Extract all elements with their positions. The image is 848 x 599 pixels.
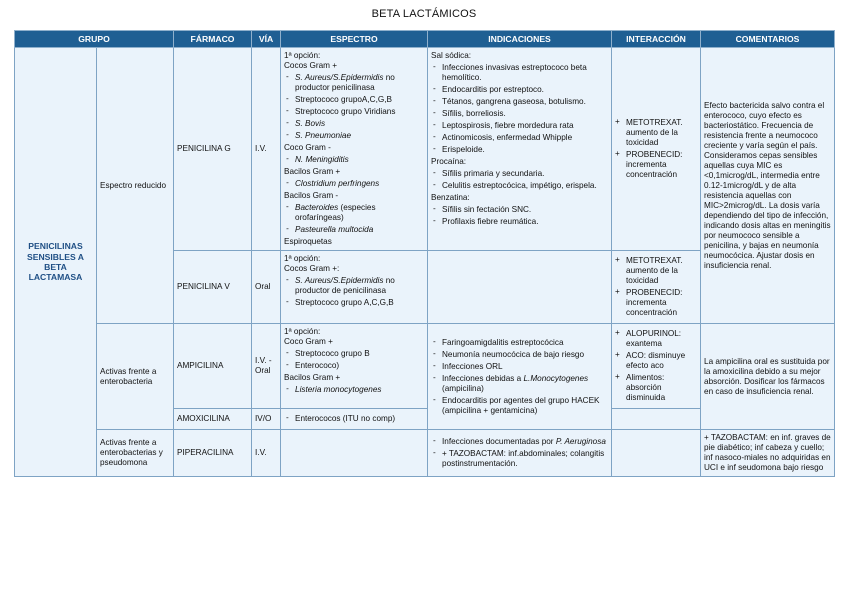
spectrum-line: Cocos Gram +:: [284, 264, 340, 273]
interaction-item: + METOTREXAT. aumento de la toxicidad: [615, 256, 697, 286]
interaction-item: + ACO: disminuye efecto aco: [615, 351, 697, 371]
header-farmaco: FÁRMACO: [174, 31, 252, 48]
interaction-item: + ALOPURINOL: exantema: [615, 329, 697, 349]
interaction-item: + Alimentos: absorción disminuida: [615, 373, 697, 403]
spectrum-line: 1ª opción:: [284, 327, 321, 336]
spectrum-line: 1ª opción:: [284, 51, 321, 60]
drug-piperacilina: PIPERACILINA: [174, 430, 252, 477]
via-piperacilina: I.V.: [252, 430, 281, 477]
comment-penicilinas: Efecto bactericida salvo contra el enterococo, cuyo efecto es bacteriostático. Frecuencia de resistencia frente a neumococo creciente y varía según el país. Consideramos cepas sensibles aquellas cuya MIC es <0,1microg/dL, intermedia entre 0.12-1microg/dL y de alta resistencia aquellas con MIC>2microg/dL. La dosis varía dependiendo del tipo de infección, indicando dosis altas en meningitis por neumococo sensible a penicilina, y bajas en neumonía neumocócica. Ajustar dosis en insuficiencia renal.: [701, 48, 835, 324]
interaction-amoxicilina: [612, 409, 701, 430]
spectrum-line: Cocos Gram +: [284, 61, 338, 70]
indication-item: - Celulitis estreptocócica, impétigo, erispela.: [431, 181, 608, 191]
indications-penicilina-g: [428, 48, 612, 251]
drug-penicilina-v: PENICILINA V: [174, 251, 252, 324]
spectrum-penicilina-v: [281, 251, 428, 324]
indication-item: - Actinomicosis, enfermedad Whipple: [431, 133, 608, 143]
row-penicilina-g: [15, 48, 835, 251]
indication-item: - Neumonía neumocócica de bajo riesgo: [431, 350, 608, 360]
indication-item: - Sífilis, borreliosis.: [431, 109, 608, 119]
indications-ampicilina: [428, 324, 612, 430]
spectrum-item: - S. Aureus/S.Epidermidis no productor de penicilinasa: [284, 276, 424, 296]
header-grupo: GRUPO: [15, 31, 174, 48]
indication-item: - Erispeloide.: [431, 145, 608, 155]
group-penicilinas: PENICILINAS SENSIBLES A BETA LACTAMASA: [15, 48, 97, 477]
spectrum-item: - Enterococo): [284, 361, 424, 371]
spectrum-item: - Streptococo grupoA,C,G,B: [284, 95, 424, 105]
spectrum-item: - Streptococo grupo Viridians: [284, 107, 424, 117]
indications-penicilina-v: [428, 251, 612, 324]
via-penicilina-g: I.V.: [252, 48, 281, 251]
indication-item: - Endocarditis por agentes del grupo HACEK (ampicilina + gentamicina): [431, 396, 608, 416]
comment-piperacilina: + TAZOBACTAM: en inf. graves de pie diabético; inf cabeza y cuello; inf nasoco-miales no adquiridas en UCI e inf seudomona bajo riesgo: [701, 430, 835, 477]
beta-lactam-table: [14, 30, 835, 477]
spectrum-amoxicilina: [281, 409, 428, 430]
spectrum-item: - Listeria monocytogenes: [284, 385, 424, 395]
spectrum-piperacilina: [281, 430, 428, 477]
indication-item: - + TAZOBACTAM: inf.abdominales; colangitis postinstrumentación.: [431, 449, 608, 469]
indication-heading: Sal sódica:: [431, 51, 472, 60]
indication-heading: Procaína:: [431, 157, 467, 166]
spectrum-line: Espiroquetas: [284, 237, 332, 246]
row-ampicilina: [15, 324, 835, 409]
spectrum-item: - Enterococos (ITU no comp): [284, 414, 424, 424]
indication-item: - Infecciones documentadas por P. Aeruginosa: [431, 437, 608, 447]
indication-item: - Infecciones debidas a L.Monocytogenes (ampicilina): [431, 374, 608, 394]
spectrum-penicilina-g: [281, 48, 428, 251]
interaction-item: + PROBENECID: incrementa concentración: [615, 288, 697, 318]
indication-item: - Leptospirosis, fiebre mordedura rata: [431, 121, 608, 131]
spectrum-item: - N. Meningiditis: [284, 155, 424, 165]
drug-amoxicilina: AMOXICILINA: [174, 409, 252, 430]
via-amoxicilina: IV/O: [252, 409, 281, 430]
header-indicaciones: INDICACIONES: [428, 31, 612, 48]
page-title: BETA LACTÁMICOS: [371, 8, 477, 20]
spectrum-item: - S. Bovis: [284, 119, 424, 129]
spectrum-item: - S. Pneumoniae: [284, 131, 424, 141]
spectrum-line: Coco Gram -: [284, 143, 331, 152]
spectrum-line: 1ª opción:: [284, 254, 321, 263]
header-via: VÍA: [252, 31, 281, 48]
spectrum-line: Bacilos Gram +: [284, 373, 341, 382]
spectrum-line: Coco Gram +: [284, 337, 333, 346]
interaction-item: + METOTREXAT. aumento de la toxicidad: [615, 118, 697, 148]
indication-item: - Endocarditis por estreptoco.: [431, 85, 608, 95]
spectrum-ampicilina: [281, 324, 428, 409]
header-espectro: ESPECTRO: [281, 31, 428, 48]
interaction-item: + PROBENECID: incrementa concentración: [615, 150, 697, 180]
indication-item: - Sífilis primaria y secundaria.: [431, 169, 608, 179]
drug-penicilina-g: PENICILINA G: [174, 48, 252, 251]
spectrum-item: - Bacteroides (especies orofaríngeas): [284, 203, 424, 223]
spectrum-item: - Pasteurella multocida: [284, 225, 424, 235]
interaction-piperacilina: [612, 430, 701, 477]
indications-piperacilina: [428, 430, 612, 477]
subgroup-pseudomona: Activas frente a enterobacterias y pseudomona: [97, 430, 174, 477]
interaction-ampicilina: [612, 324, 701, 409]
spectrum-item: - Streptococo grupo A,C,G,B: [284, 298, 424, 308]
via-ampicilina: I.V. - Oral: [252, 324, 281, 409]
subgroup-enterobacteria: Activas frente a enterobacteria: [97, 324, 174, 430]
header-row: [15, 31, 835, 48]
indication-item: - Infecciones ORL: [431, 362, 608, 372]
indication-heading: Benzatina:: [431, 193, 470, 202]
indication-item: - Sífilis sin fectación SNC.: [431, 205, 608, 215]
indication-item: - Faringoamigdalitis estreptocócica: [431, 338, 608, 348]
spectrum-line: Bacilos Gram +: [284, 167, 341, 176]
drug-ampicilina: AMPICILINA: [174, 324, 252, 409]
spectrum-line: Bacilos Gram -: [284, 191, 339, 200]
header-comentarios: COMENTARIOS: [701, 31, 835, 48]
row-piperacilina: [15, 430, 835, 477]
indication-item: - Profilaxis fiebre reumática.: [431, 217, 608, 227]
spectrum-item: - Streptococo grupo B: [284, 349, 424, 359]
spectrum-item: - S. Aureus/S.Epidermidis no productor penicilinasa: [284, 73, 424, 93]
header-interaccion: INTERACCIÓN: [612, 31, 701, 48]
indication-item: - Infecciones invasivas estreptococo beta hemolítico.: [431, 63, 608, 83]
indication-item: - Tétanos, gangrena gaseosa, botulismo.: [431, 97, 608, 107]
interaction-penicilina-v: [612, 251, 701, 324]
subgroup-espectro-reducido: Espectro reducido: [97, 48, 174, 324]
interaction-penicilina-g: [612, 48, 701, 251]
spectrum-item: - Clostridium perfringens: [284, 179, 424, 189]
via-penicilina-v: Oral: [252, 251, 281, 324]
comment-ampicilina: La ampicilina oral es sustituida por la amoxicilina debido a su mejor absorción. Dosificar los fármacos en caso de insuficiencia renal.: [701, 324, 835, 430]
